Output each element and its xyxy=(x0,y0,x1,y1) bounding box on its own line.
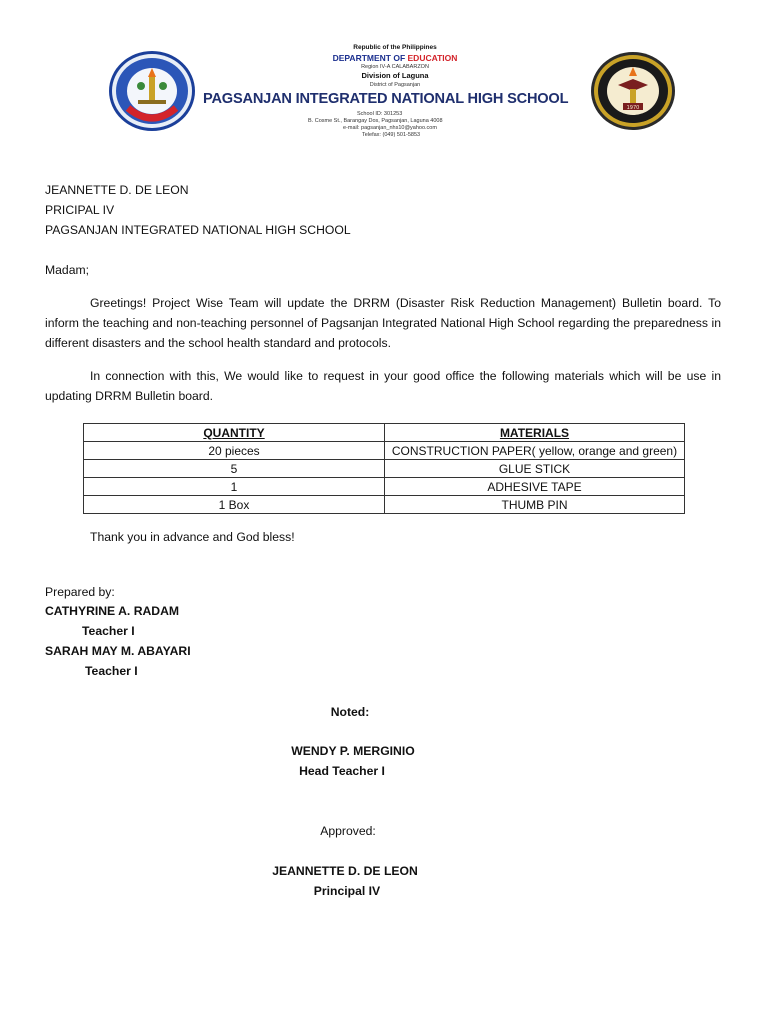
department-line xyxy=(200,53,590,63)
preparer-1-name: CATHYRINE A. RADAM xyxy=(45,604,180,618)
prepared-by-label: Prepared by: xyxy=(45,585,115,599)
table-row xyxy=(84,460,685,478)
materials-header: MATERIALS xyxy=(385,424,685,442)
approved-title: Principal IV xyxy=(313,884,381,898)
division-line: Division of Laguna xyxy=(361,71,429,80)
quantity-cell: 20 pieces xyxy=(84,442,385,460)
material-cell: CONSTRUCTION PAPER( yellow, orange and green) xyxy=(385,442,685,460)
table-row xyxy=(84,442,685,460)
paragraph-intro xyxy=(45,293,721,353)
approved-label: Approved: xyxy=(320,824,376,838)
division-of-laguna-seal xyxy=(108,50,196,132)
preparer-1-title: Teacher I xyxy=(82,624,135,638)
noted-label: Noted: xyxy=(330,705,370,719)
school-name-banner: PAGSANJAN INTEGRATED NATIONAL HIGH SCHOOL xyxy=(203,91,569,107)
material-cell: GLUE STICK xyxy=(385,460,685,478)
region-line: Region IV-A CALABARZON xyxy=(361,64,429,70)
addressee-school: PAGSANJAN INTEGRATED NATIONAL HIGH SCHOOL xyxy=(45,223,351,237)
preparer-2-name: SARAH MAY M. ABAYARI xyxy=(45,644,191,658)
education-text: EDUCATION xyxy=(407,53,458,63)
email-line: e-mail: pagsanjan_nhs10@yahoo.com xyxy=(343,125,437,131)
quantity-cell: 1 xyxy=(84,478,385,496)
paragraph-request xyxy=(45,366,721,406)
republic-line: Republic of the Philippines xyxy=(353,44,437,51)
closing-line: Thank you in advance and God bless! xyxy=(90,530,295,544)
materials-table xyxy=(83,423,685,514)
table-row xyxy=(84,478,685,496)
material-cell: THUMB PIN xyxy=(385,496,685,514)
quantity-cell: 1 Box xyxy=(84,496,385,514)
approved-name: JEANNETTE D. DE LEON xyxy=(272,864,418,878)
telefax-line: Telefax: (049) 501-5853 xyxy=(362,132,421,138)
preparer-2-title: Teacher I xyxy=(85,664,138,678)
seal-year-text: 1970 xyxy=(626,105,640,111)
material-cell: ADHESIVE TAPE xyxy=(385,478,685,496)
salutation: Madam; xyxy=(45,263,90,277)
school-id-line: School ID: 301253 xyxy=(357,111,403,117)
noted-title: Head Teacher I xyxy=(299,764,385,778)
district-line: District of Pagsanjan xyxy=(369,82,421,88)
addressee-title: PRICIPAL IV xyxy=(45,203,115,217)
paragraph-request-text: In connection with this, We would like to request in your good office the following materials which will be use in updating DRRM Bulletin board. xyxy=(45,369,721,403)
table-row xyxy=(84,496,685,514)
address-line: B. Cosme St., Barangay Dos, Pagsanjan, Laguna 4008 xyxy=(308,118,443,124)
school-seal xyxy=(590,51,676,131)
noted-name: WENDY P. MERGINIO xyxy=(291,744,415,758)
table-header-row xyxy=(84,424,685,442)
addressee-name: JEANNETTE D. DE LEON xyxy=(45,183,189,197)
quantity-cell: 5 xyxy=(84,460,385,478)
quantity-header: QUANTITY xyxy=(84,424,385,442)
paragraph-intro-text: Greetings! Project Wise Team will update the DRRM (Disaster Risk Reduction Management) Bulletin board. To inform the teaching and non-teaching personnel of Pagsanjan Integrated National High School regarding the preparedness in different disasters and the school health standard and protocols. xyxy=(45,296,721,350)
department-text: DEPARTMENT OF xyxy=(332,53,406,63)
